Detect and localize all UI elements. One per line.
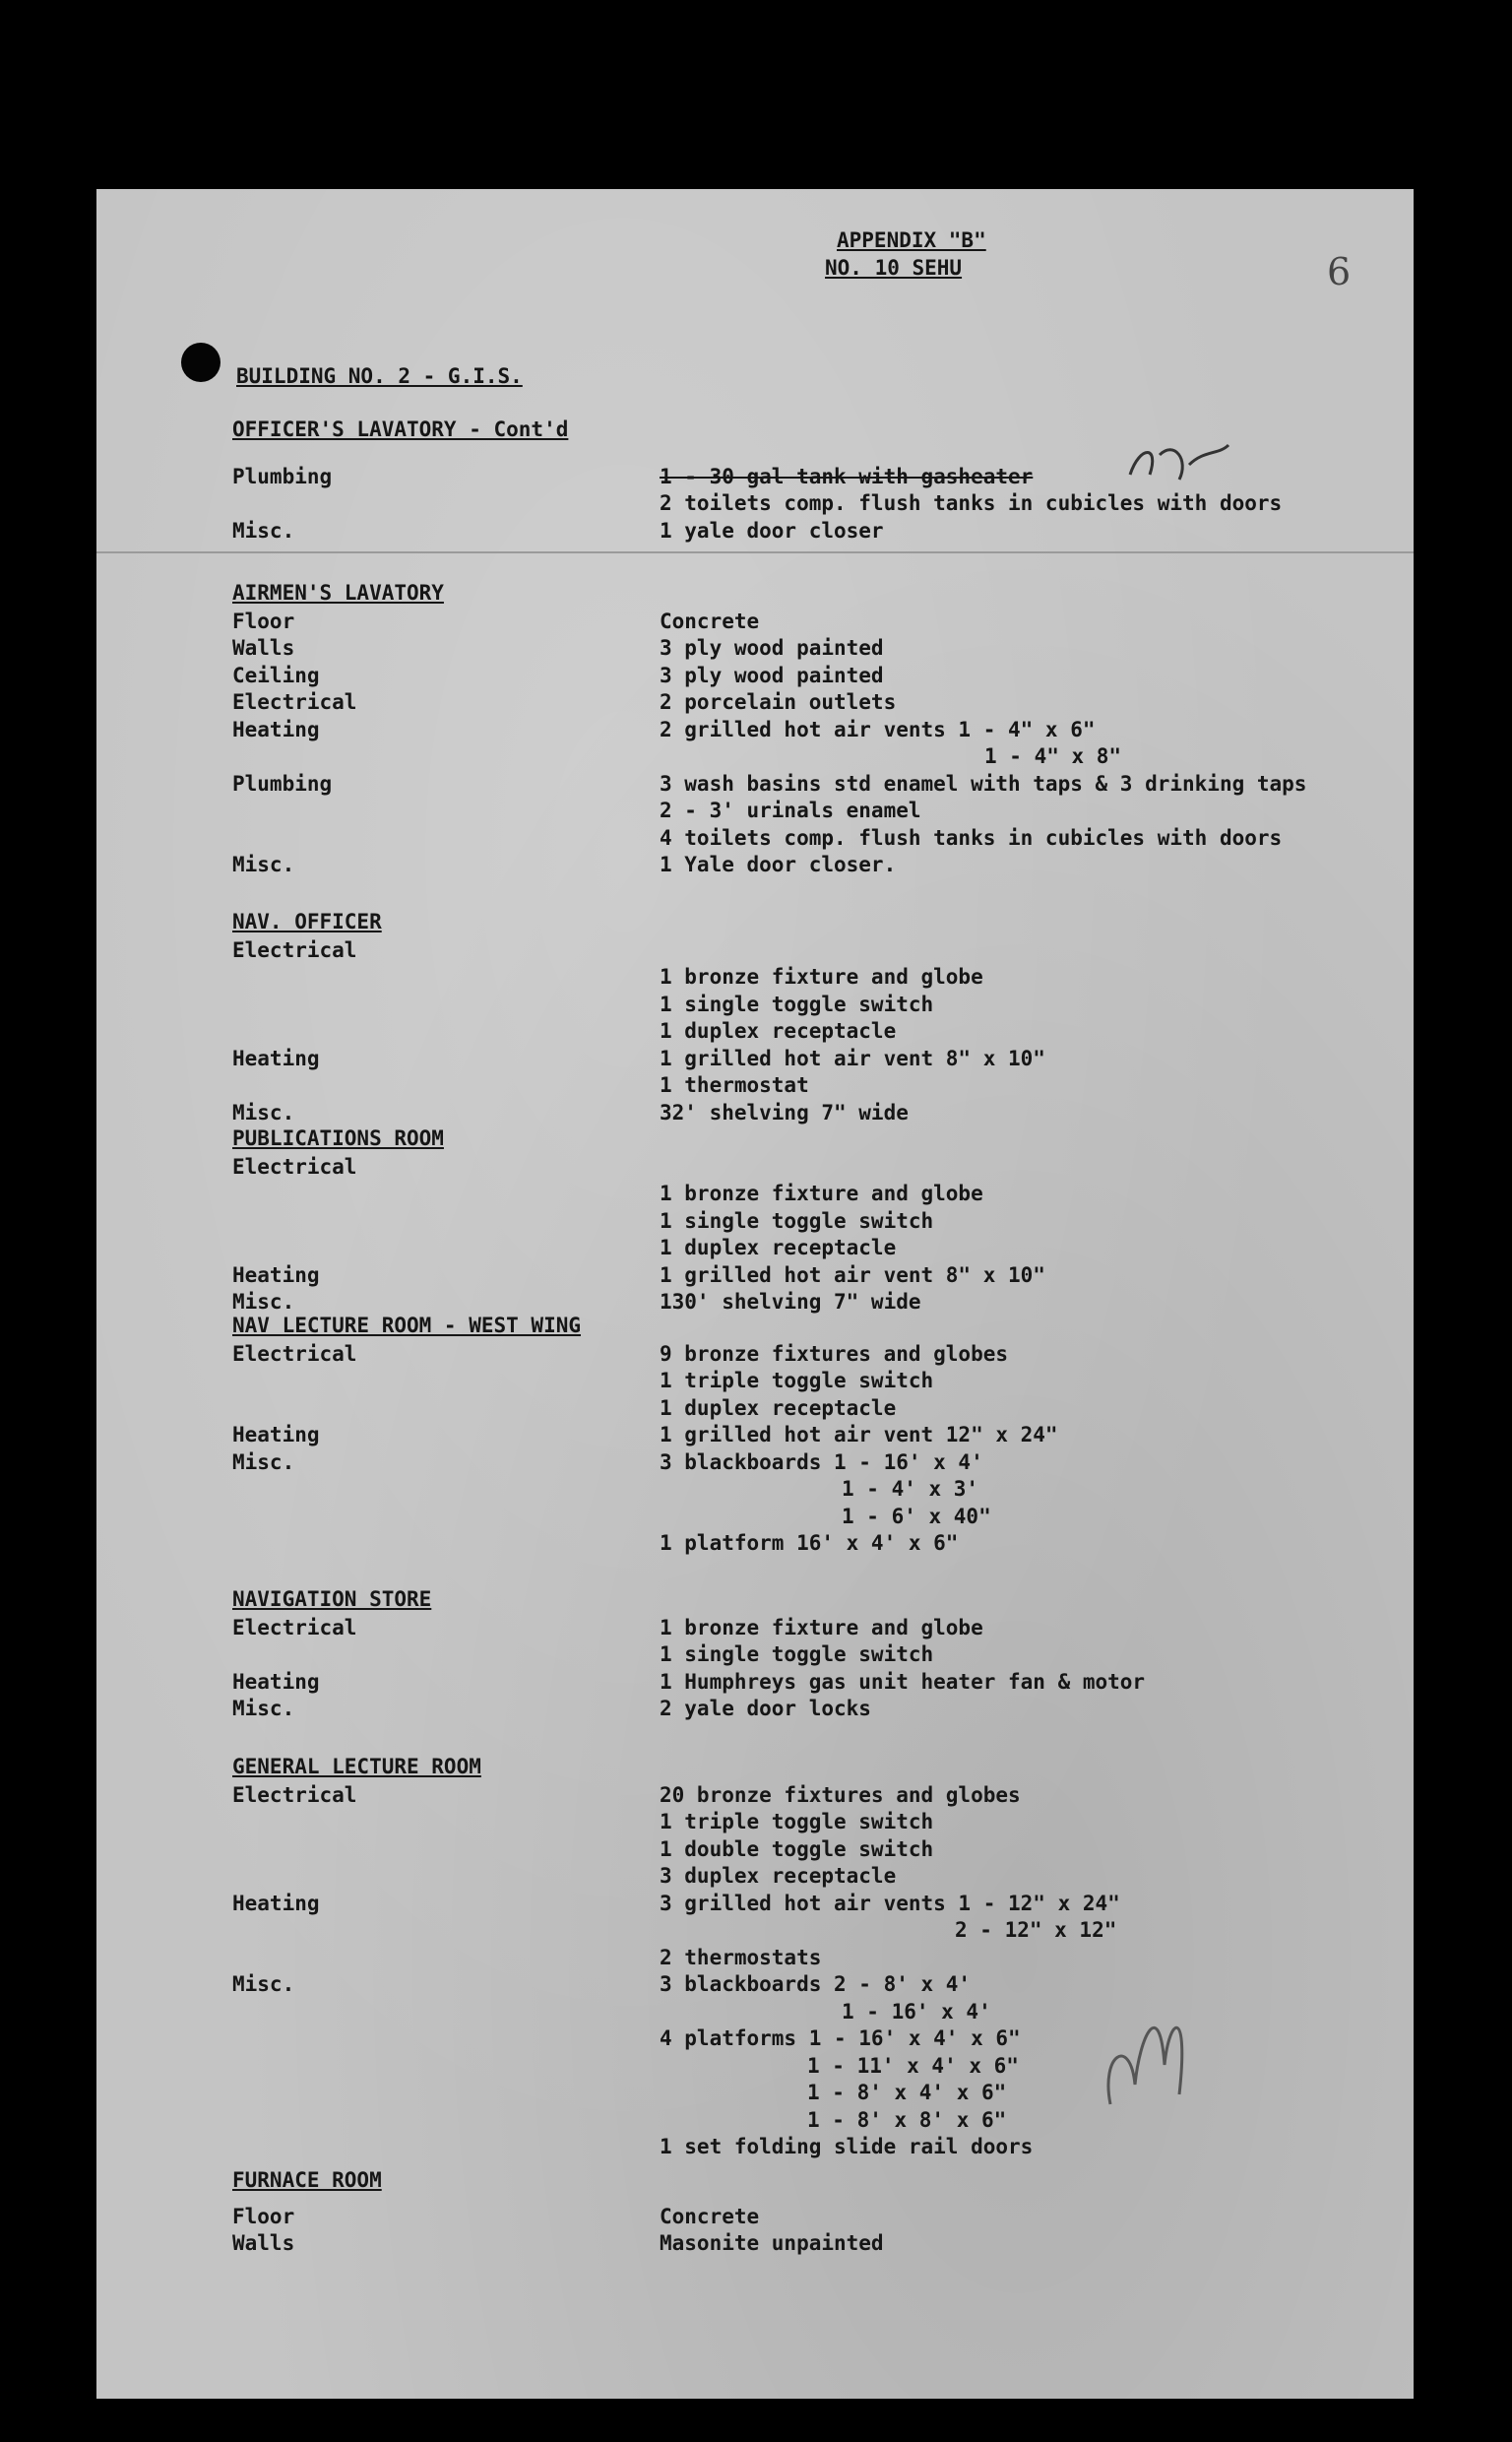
inventory-row [96,743,1414,770]
row-label: Plumbing [232,771,333,796]
inventory-row [96,1046,1414,1072]
row-value: 1 platform 16' x 4' x 6" [660,1531,959,1555]
inventory-row [96,1289,1414,1316]
row-value: 1 triple toggle switch [660,1369,934,1392]
inventory-row [96,1208,1414,1235]
section-title: PUBLICATIONS ROOM [232,1126,444,1150]
row-value: 1 Humphreys gas unit heater fan & motor [660,1669,1146,1694]
inventory-row [96,1072,1414,1099]
section-title: BUILDING NO. 2 - G.I.S. [236,364,523,388]
section-title: OFFICER'S LAVATORY - Cont'd [232,418,569,441]
document-page [96,189,1414,2399]
inventory-row [96,2230,1414,2257]
row-value: 4 platforms 1 - 16' x 4' x 6" [660,2026,1021,2050]
row-value: Concrete [660,2204,760,2228]
row-label: Heating [232,1262,320,1287]
handwritten-initials [1120,435,1238,494]
row-label: Plumbing [232,464,333,488]
inventory-row [96,798,1414,824]
row-label: Heating [232,1891,320,1915]
section-title: NAV. OFFICER [232,910,382,933]
row-value: 3 wash basins std enamel with taps & 3 drinking taps [660,771,1307,796]
inventory-row [96,1341,1414,1368]
row-label: Floor [232,609,295,633]
row-label: Electrical [232,937,357,962]
inventory-row [96,1696,1414,1722]
inventory-row [96,490,1414,517]
row-label: Walls [232,636,295,660]
inventory-row [96,1809,1414,1835]
row-value: 1 - 11' x 4' x 6" [807,2053,1019,2078]
inventory-row [96,1100,1414,1126]
row-value: 2 grilled hot air vents 1 - 4" x 6" [660,717,1096,741]
row-value: 1 yale door closer [660,518,884,543]
row-value: 1 duplex receptacle [660,1395,897,1420]
row-value: 1 thermostat [660,1073,809,1097]
inventory-row [96,771,1414,798]
row-value: 3 grilled hot air vents 1 - 12" x 24" [660,1891,1120,1915]
row-value: 2 - 12" x 12" [955,1918,1117,1942]
row-label: Electrical [232,690,357,714]
inventory-row [96,2053,1414,2080]
row-value: 1 - 4' x 3' [842,1477,979,1501]
section-title: NAVIGATION STORE [232,1587,432,1611]
row-value: 20 bronze fixtures and globes [660,1782,1021,1807]
row-value: 3 ply wood painted [660,663,884,687]
section-title: GENERAL LECTURE ROOM [232,1755,481,1778]
row-value: Masonite unpainted [660,2231,884,2256]
inventory-row [96,1449,1414,1476]
unit-label: NO. 10 SEHU [825,256,963,280]
row-value: 1 - 8' x 8' x 6" [807,2107,1007,2132]
inventory-row [96,1669,1414,1696]
inventory-row [96,852,1414,878]
row-value: 1 - 30 gal tank with gasheater [660,464,1034,488]
row-label: Misc. [232,1972,295,1996]
row-label: Floor [232,2204,295,2228]
row-value: 1 grilled hot air vent 8" x 10" [660,1046,1045,1070]
row-value: 3 duplex receptacle [660,1864,897,1888]
row-label: Misc. [232,853,295,876]
section-title: AIRMEN'S LAVATORY [232,581,444,605]
row-label: Electrical [232,1154,357,1179]
row-label: Ceiling [232,663,320,687]
inventory-row [96,825,1414,852]
inventory-row [96,1504,1414,1530]
inventory-row [96,1154,1414,1181]
inventory-row [96,2204,1414,2230]
inventory-row [96,964,1414,991]
inventory-row [96,518,1414,545]
inventory-row [96,937,1414,964]
row-value: 1 double toggle switch [660,1836,934,1861]
inventory-row [96,609,1414,635]
inventory-row [96,717,1414,743]
row-value: 1 grilled hot air vent 12" x 24" [660,1423,1058,1446]
row-value: 1 single toggle switch [660,1208,934,1233]
inventory-row [96,1999,1414,2025]
inventory-row [96,1945,1414,1971]
inventory-row [96,1395,1414,1422]
inventory-row [96,1917,1414,1944]
inventory-row [96,2080,1414,2106]
section-title: FURNACE ROOM [232,2168,382,2192]
row-value: 2 thermostats [660,1945,822,1969]
row-label: Heating [232,1046,320,1070]
row-value: 1 grilled hot air vent 8" x 10" [660,1262,1045,1287]
row-value: 1 bronze fixture and globe [660,1182,983,1205]
inventory-row [96,1476,1414,1503]
row-value: 1 - 8' x 4' x 6" [807,2081,1007,2104]
inventory-row [96,1836,1414,1863]
inventory-row [96,689,1414,716]
row-label: Heating [232,717,320,741]
row-label: Heating [232,1423,320,1446]
inventory-row [96,1018,1414,1045]
inventory-row [96,1422,1414,1448]
row-label: Electrical [232,1615,357,1639]
inventory-row [96,2134,1414,2160]
inventory-row [96,1641,1414,1668]
inventory-row [96,1615,1414,1641]
row-label: Misc. [232,1449,295,1474]
row-value: 1 single toggle switch [660,992,934,1016]
inventory-row [96,1891,1414,1917]
inventory-row [96,1782,1414,1809]
page-mark: 6 [1327,250,1352,293]
inventory-row [96,1235,1414,1261]
row-value: 2 - 3' urinals enamel [660,799,921,822]
row-value: 32' shelving 7" wide [660,1100,909,1125]
inventory-row [96,1181,1414,1207]
appendix-label: APPENDIX "B" [837,228,986,252]
row-label: Misc. [232,518,295,543]
inventory-row [96,2025,1414,2052]
row-value: 1 set folding slide rail doors [660,2135,1034,2158]
inventory-row [96,635,1414,662]
row-value: 2 yale door locks [660,1697,871,1720]
row-label: Electrical [232,1782,357,1807]
row-value: 4 toilets comp. flush tanks in cubicles with doors [660,825,1283,850]
inventory-row [96,2107,1414,2134]
row-value: 9 bronze fixtures and globes [660,1341,1009,1366]
row-value: 1 triple toggle switch [660,1810,934,1833]
row-value: 1 duplex receptacle [660,1236,897,1259]
inventory-row [96,1971,1414,1998]
row-value: 1 Yale door closer. [660,853,897,876]
inventory-row [96,992,1414,1018]
row-value: 1 bronze fixture and globe [660,965,983,989]
row-value: 2 toilets comp. flush tanks in cubicles with doors [660,491,1283,516]
row-value: 1 duplex receptacle [660,1019,897,1043]
row-label: Electrical [232,1341,357,1366]
row-value: 1 single toggle switch [660,1642,934,1666]
row-label: Misc. [232,1100,295,1125]
row-value: 3 blackboards 1 - 16' x 4' [660,1449,983,1474]
row-label: Heating [232,1669,320,1694]
inventory-row [96,1368,1414,1394]
row-value: Concrete [660,609,760,633]
row-value: 2 porcelain outlets [660,690,897,714]
inventory-row [96,663,1414,689]
row-label: Misc. [232,1697,295,1720]
handwritten-signature [1091,1976,1199,2124]
row-value: 3 ply wood painted [660,636,884,660]
row-label: Misc. [232,1290,295,1314]
row-value: 1 - 16' x 4' [842,1999,991,2024]
row-value: 1 bronze fixture and globe [660,1615,983,1639]
inventory-content [96,189,1414,2399]
inventory-row [96,1863,1414,1890]
row-label: Walls [232,2231,295,2256]
inventory-row [96,1262,1414,1289]
inventory-row [96,1530,1414,1557]
section-title: NAV LECTURE ROOM - WEST WING [232,1314,582,1337]
row-value: 1 - 6' x 40" [842,1504,991,1528]
row-value: 3 blackboards 2 - 8' x 4' [660,1972,972,1996]
row-value: 130' shelving 7" wide [660,1290,921,1314]
row-value: 1 - 4" x 8" [984,744,1122,768]
